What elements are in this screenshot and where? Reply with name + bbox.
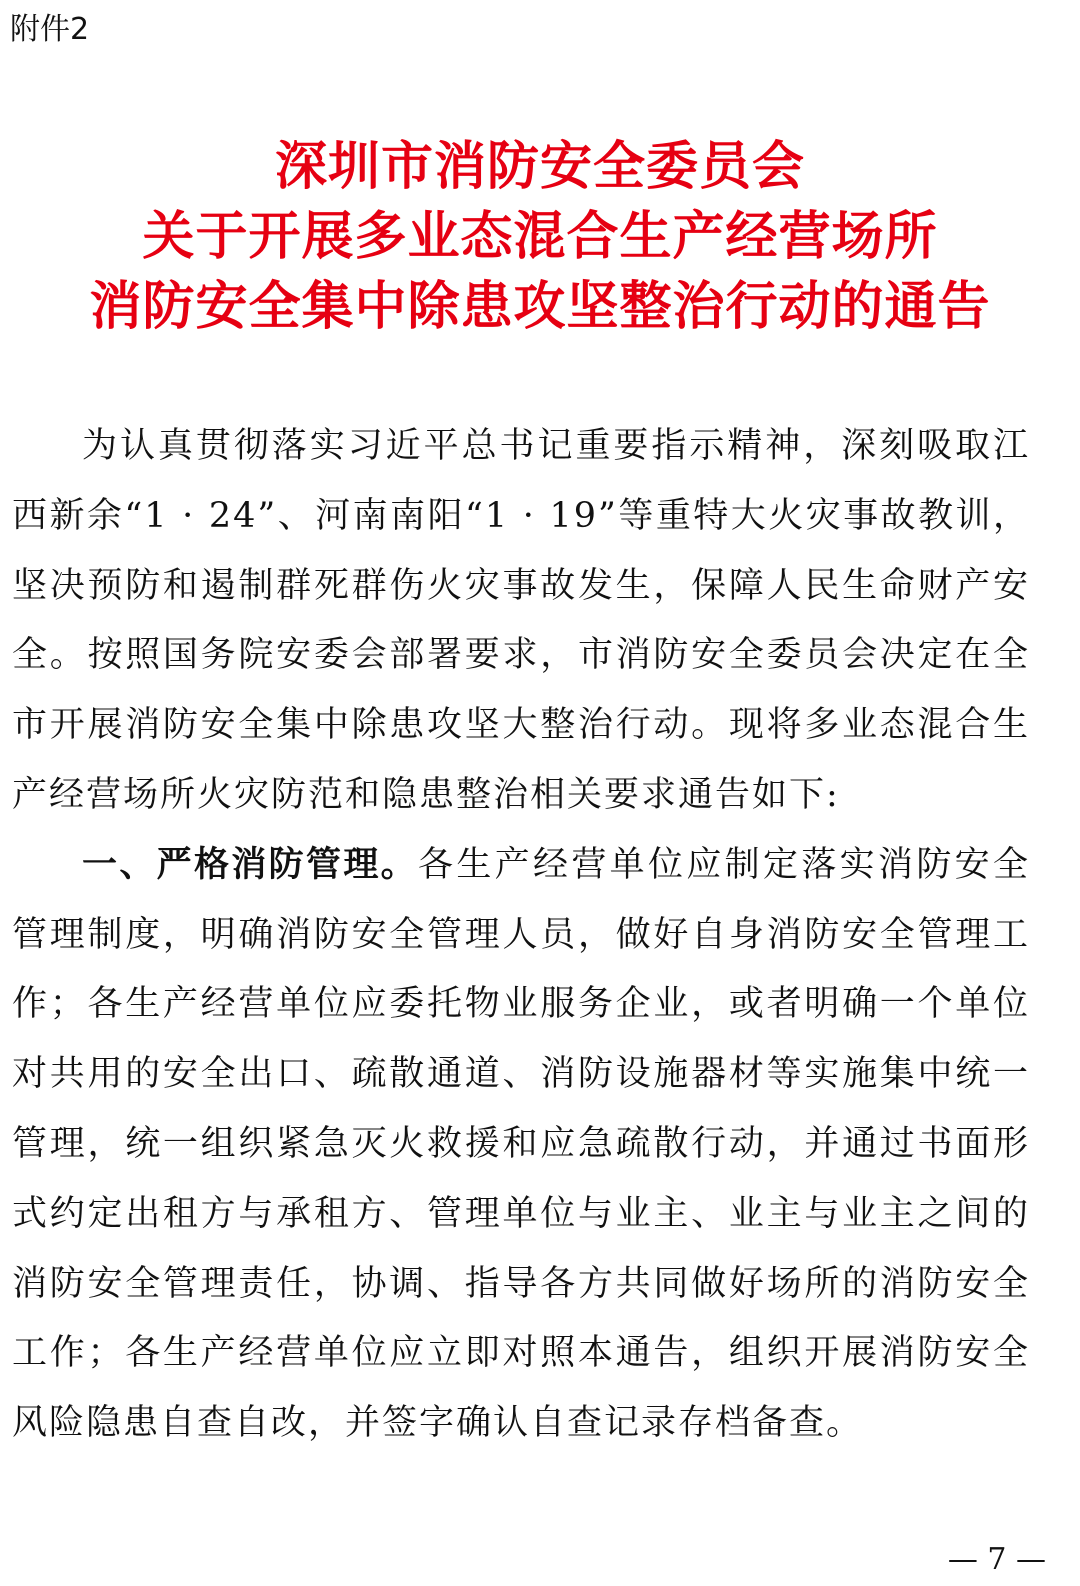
section-1-text: 各生产经营单位应制定落实消防安全管理制度，明确消防安全管理人员，做好自身消防安全管理工作；各生产经营单位应委托物业服务企业，或者明确一个单位对共用的安全出口、疏散通道、消防设施器材等实施集中统一管理，统一组织紧急灭火救援和应急疏散行动，并通过书面形式约定出租方与承租方、管理单位与业主、业主与业主之间的消防安全管理责任，协调、指导各方共同做好场所的消防安全工作；各生产经营单位应立即对照本通告，组织开展消防安全风险隐患自查自改，并签字确认自查记录存档备查。 <box>12 844 1030 1444</box>
document-body <box>12 412 1030 1459</box>
section-1-paragraph <box>12 831 1030 1459</box>
section-1-heading: 一、严格消防管理。 <box>82 844 418 885</box>
intro-paragraph: 为认真贯彻落实习近平总书记重要指示精神，深刻吸取江西新余“1 · 24”、河南南阳“1 · 19”等重特大火灾事故教训，坚决预防和遏制群死群伤火灾事故发生，保障人民生命财产安全。按照国务院安委会部署要求，市消防安全委员会决定在全市开展消防安全集中除患攻坚大整治行动。现将多业态混合生产经营场所火灾防范和隐患整治相关要求通告如下: <box>12 426 1030 815</box>
page-number: — 7 — <box>947 1542 1046 1577</box>
title-line-1: 深圳市消防安全委员会 <box>274 136 805 197</box>
title-line-2: 关于开展多业态混合生产经营场所 <box>142 206 938 267</box>
document-title <box>0 132 1080 342</box>
title-line-3: 消防安全集中除患攻坚整治行动的通告 <box>89 276 991 337</box>
attachment-label: 附件2 <box>10 12 90 47</box>
